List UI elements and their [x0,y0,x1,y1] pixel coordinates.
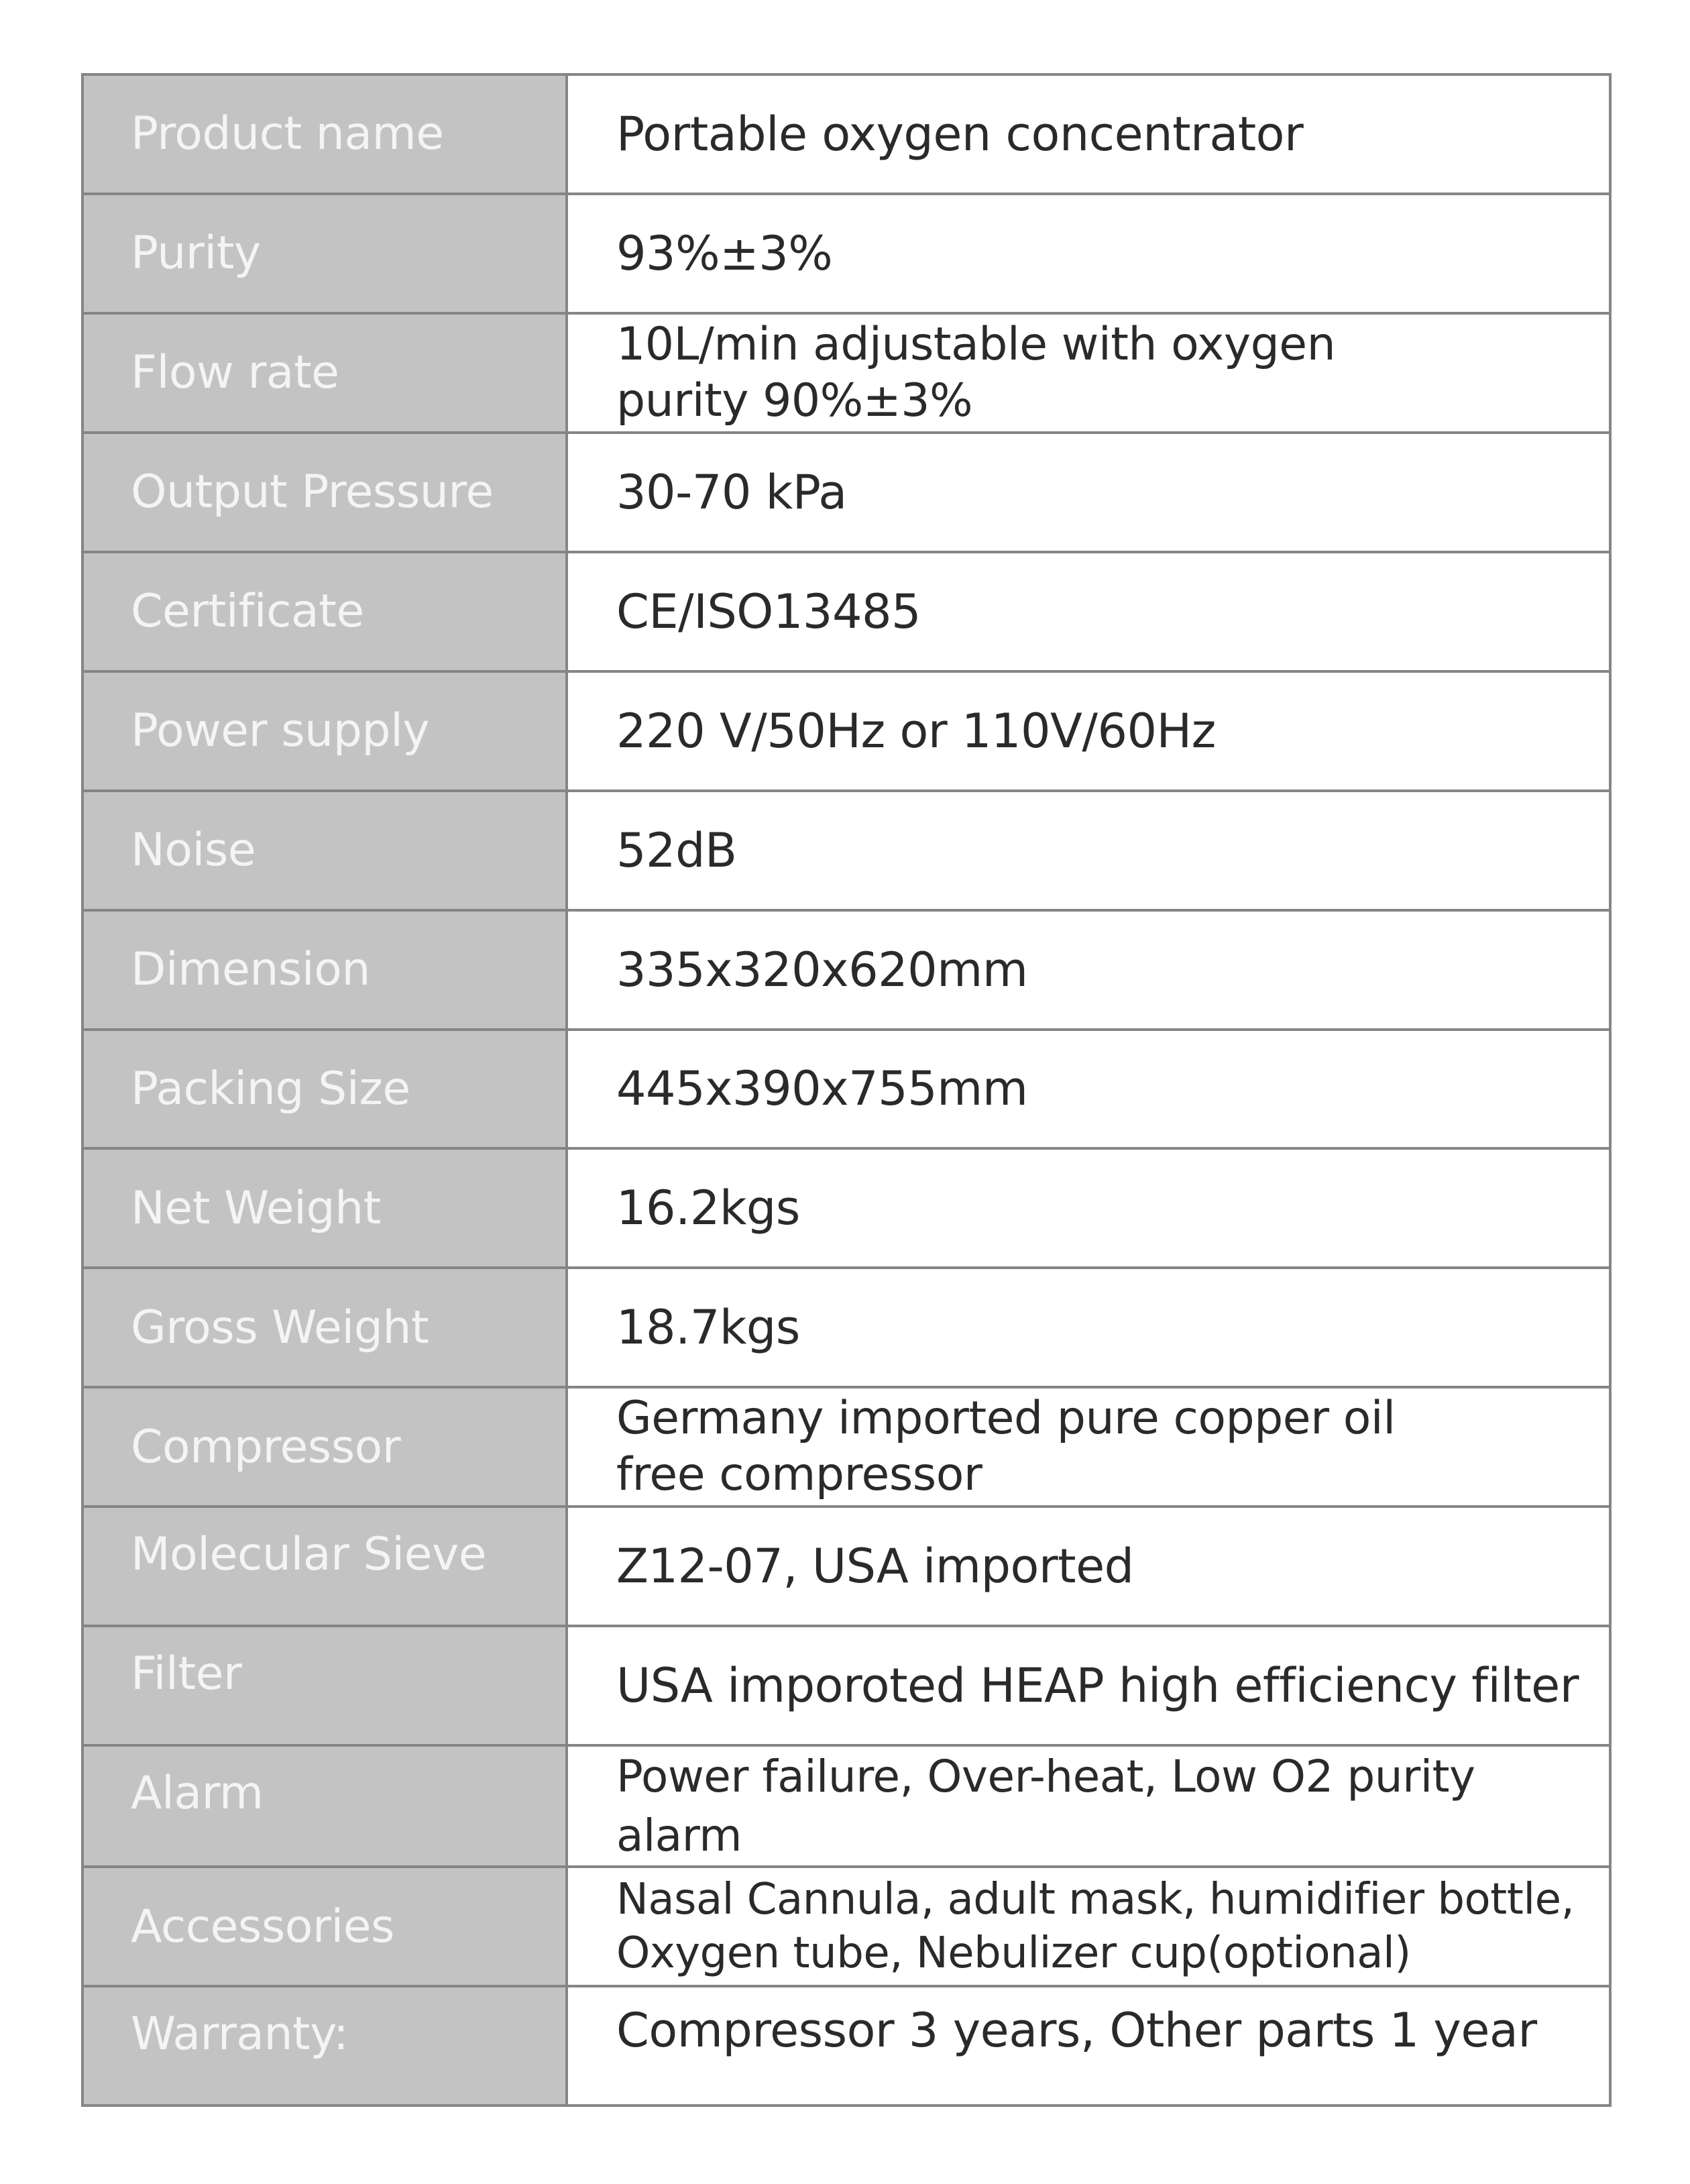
spec-label: Output Pressure [82,433,567,552]
spec-label: Accessories [82,1867,567,1986]
spec-value: 10L/min adjustable with oxygen purity 90%±3% [567,313,1610,433]
spec-table [81,73,1612,2107]
spec-value: Power failure, Over-heat, Low O2 purity alarm [567,1745,1610,1867]
spec-value: Z12-07, USA imported [567,1507,1610,1626]
table-row [82,1986,1610,2106]
spec-value: 52dB [567,791,1610,910]
spec-label: Product name [82,74,567,194]
spec-value: 93%±3% [567,194,1610,313]
spec-value: 30-70 kPa [567,433,1610,552]
spec-label: Filter [82,1626,567,1745]
spec-label: Packing Size [82,1030,567,1149]
table-row [82,1387,1610,1507]
spec-label: Certificate [82,552,567,671]
spec-label: Flow rate [82,313,567,433]
spec-value: 220 V/50Hz or 110V/60Hz [567,671,1610,791]
table-row [82,1148,1610,1268]
spec-label: Gross Weight [82,1268,567,1387]
table-row [82,791,1610,910]
table-row [82,1626,1610,1745]
spec-value: 18.7kgs [567,1268,1610,1387]
table-row [82,433,1610,552]
spec-label: Molecular Sieve [82,1507,567,1626]
spec-value: Portable oxygen concentrator [567,74,1610,194]
spec-label: Noise [82,791,567,910]
spec-label: Power supply [82,671,567,791]
table-row [82,552,1610,671]
spec-label: Purity [82,194,567,313]
spec-value: Germany imported pure copper oil free compressor [567,1387,1610,1507]
spec-value: USA imporoted HEAP high efficiency filter [567,1626,1610,1745]
spec-value: 335x320x620mm [567,910,1610,1030]
spec-value: 445x390x755mm [567,1030,1610,1149]
table-row [82,313,1610,433]
spec-value: Compressor 3 years, Other parts 1 year [567,1986,1610,2106]
spec-label: Dimension [82,910,567,1030]
table-row [82,1867,1610,1986]
spec-value: Nasal Cannula, adult mask, humidifier bottle, Oxygen tube, Nebulizer cup(optional) [567,1867,1610,1986]
spec-value: 16.2kgs [567,1148,1610,1268]
table-row [82,194,1610,313]
table-row [82,1745,1610,1867]
spec-label: Warranty: [82,1986,567,2106]
table-row [82,671,1610,791]
spec-label: Alarm [82,1745,567,1867]
spec-label: Net Weight [82,1148,567,1268]
table-row [82,1507,1610,1626]
table-row [82,910,1610,1030]
spec-label: Compressor [82,1387,567,1507]
table-row [82,74,1610,194]
table-row [82,1030,1610,1149]
table-row [82,1268,1610,1387]
spec-value: CE/ISO13485 [567,552,1610,671]
